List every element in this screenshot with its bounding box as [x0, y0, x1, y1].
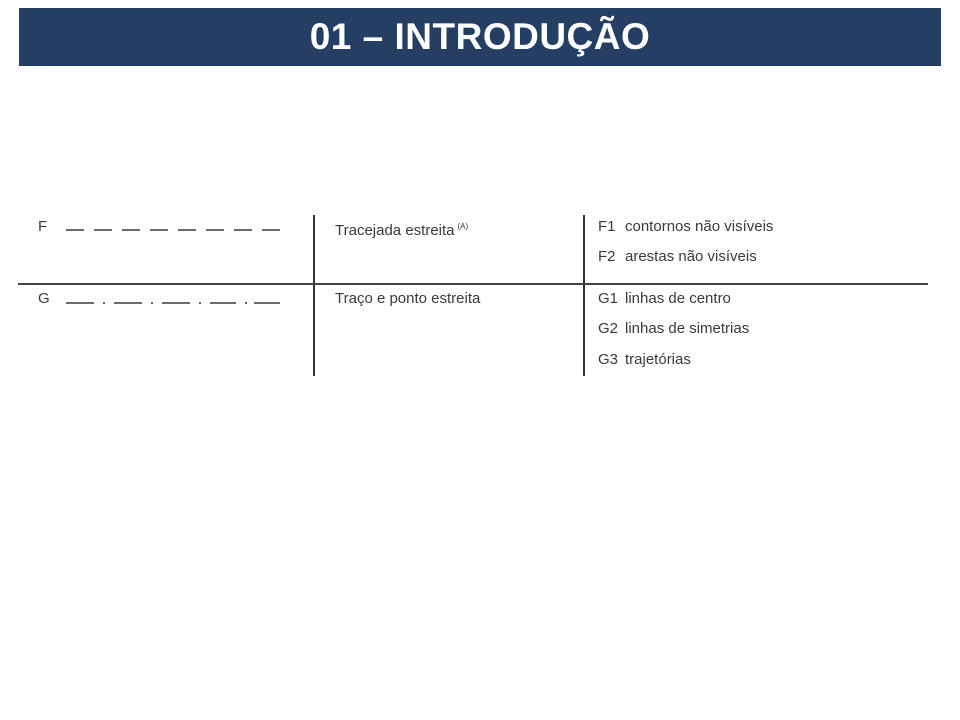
- column-divider-left: [313, 215, 315, 376]
- application-code: G1: [598, 290, 619, 307]
- application-code: G2: [598, 320, 619, 337]
- dash-dot-line-sample: [64, 298, 284, 308]
- application-text: trajetórias: [625, 351, 691, 368]
- application-code: F1: [598, 218, 616, 235]
- application-text: arestas não visíveis: [625, 248, 757, 265]
- row-code: G: [38, 290, 50, 307]
- column-divider-right: [583, 215, 585, 376]
- line-description: Traço e ponto estreita: [335, 290, 481, 307]
- dashed-line-sample: [64, 226, 284, 234]
- row-divider: [18, 283, 928, 285]
- line-description-text: Tracejada estreita: [335, 222, 455, 239]
- application-text: linhas de centro: [625, 290, 731, 307]
- footnote-marker: (A): [457, 222, 469, 231]
- line-description: [335, 218, 468, 240]
- page-title: 01 – INTRODUÇÃO: [309, 16, 651, 57]
- row-code: F: [38, 218, 48, 235]
- application-text: linhas de simetrias: [625, 320, 750, 337]
- application-code: G3: [598, 351, 619, 368]
- application-code: F2: [598, 248, 616, 265]
- application-text: contornos não visíveis: [625, 218, 774, 235]
